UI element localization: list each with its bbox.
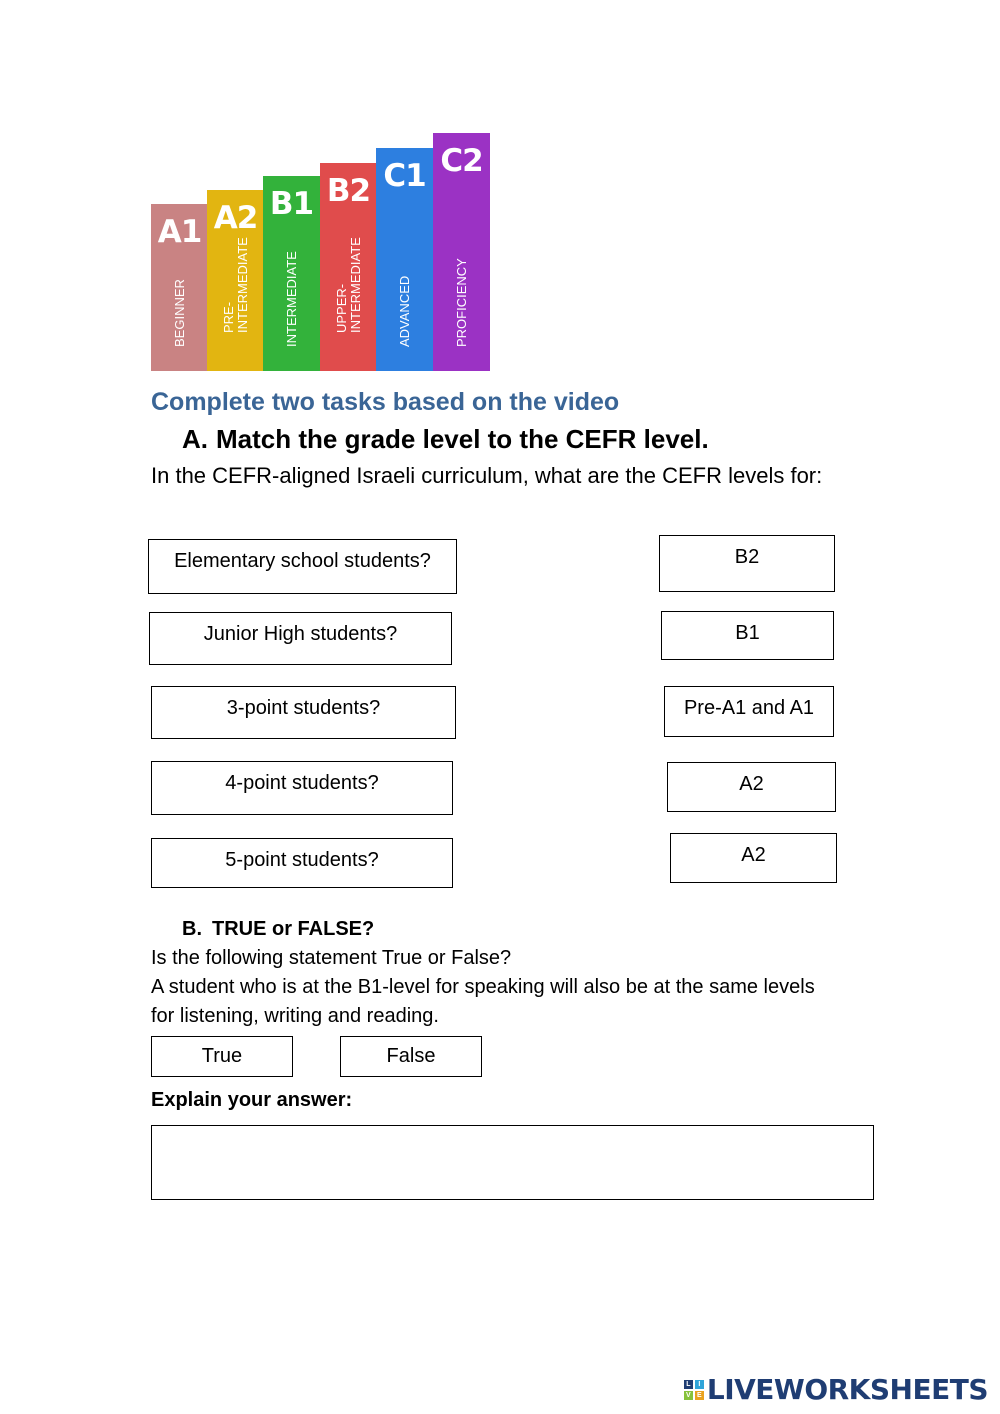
level-label: PROFICIENCY: [453, 258, 469, 347]
level-code: B2: [326, 173, 371, 209]
task-b-heading: [182, 918, 374, 941]
logo-cell: I: [695, 1380, 704, 1389]
level-code: A1: [157, 214, 202, 250]
match-left-item[interactable]: 5-point students?: [151, 838, 453, 888]
logo-cell: V: [684, 1391, 693, 1400]
match-right-item[interactable]: B1: [661, 611, 834, 660]
level-label: INTERMEDIATE: [283, 251, 299, 347]
match-left-item[interactable]: Elementary school students?: [148, 539, 457, 594]
level-label: UPPER- INTERMEDIATE: [333, 237, 363, 333]
level-bar-b2: [320, 163, 377, 371]
task-b-statement: A student who is at the B1-level for speaking will also be at the same levels for listening, writing and reading.: [151, 976, 815, 1027]
match-right-item[interactable]: A2: [670, 833, 837, 883]
logo-text: LIVEWORKSHEETS: [706, 1373, 988, 1406]
task-a-heading: [182, 424, 709, 455]
cefr-levels-graphic: [151, 133, 491, 371]
match-left-item[interactable]: 4-point students?: [151, 761, 453, 815]
match-left-item[interactable]: Junior High students?: [149, 612, 452, 665]
level-label: ADVANCED: [396, 275, 412, 347]
level-label: PRE- INTERMEDIATE: [220, 237, 250, 333]
worksheet-title: Complete two tasks based on the video: [151, 388, 620, 416]
level-code: A2: [213, 200, 258, 236]
true-button[interactable]: True: [151, 1036, 293, 1077]
task-b-title: TRUE or FALSE?: [212, 918, 375, 940]
logo-icon: [684, 1380, 704, 1400]
level-code: C2: [440, 143, 483, 179]
level-bar-c2: [433, 133, 490, 371]
false-button[interactable]: False: [340, 1036, 482, 1077]
level-bar-a1: [151, 204, 208, 371]
explain-answer-input[interactable]: [151, 1125, 874, 1200]
logo-cell: E: [695, 1391, 704, 1400]
task-a-title: Match the grade level to the CEFR level.: [216, 424, 709, 454]
logo-cell: L: [684, 1380, 693, 1389]
level-bar-b1: [263, 176, 320, 371]
task-a-question: In the CEFR-aligned Israeli curriculum, what are the CEFR levels for:: [151, 463, 823, 488]
liveworksheets-logo: [684, 1373, 988, 1406]
task-b-instruction: Is the following statement True or False?: [151, 947, 512, 969]
match-right-item[interactable]: B2: [659, 535, 835, 592]
level-bar-a2: [207, 190, 264, 371]
match-right-item[interactable]: A2: [667, 762, 836, 812]
level-code: B1: [269, 186, 314, 222]
task-a-letter: A.: [182, 424, 208, 454]
level-label: BEGINNER: [171, 279, 187, 347]
explain-label: Explain your answer:: [151, 1089, 353, 1111]
match-left-item[interactable]: 3-point students?: [151, 686, 456, 739]
level-bar-c1: [376, 148, 433, 371]
level-code: C1: [383, 158, 426, 194]
task-b-letter: B.: [182, 918, 202, 940]
match-right-item[interactable]: Pre-A1 and A1: [664, 686, 834, 737]
